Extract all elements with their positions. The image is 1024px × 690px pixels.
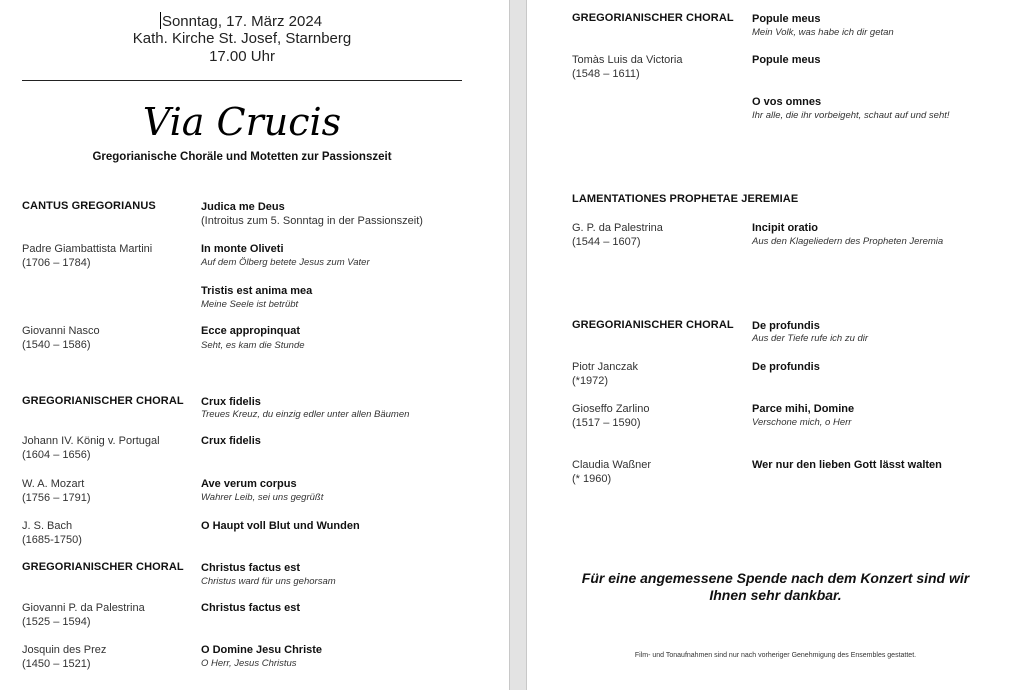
piece-note: (Introitus zum 5. Sonntag in der Passionszeit) [201,215,423,227]
header-rule [22,80,462,81]
piece-title: Popule meus [752,54,821,66]
program-title: Via Crucis [142,100,342,144]
composer-name: Josquin des Prez [22,644,107,656]
piece-translation: Christus ward für uns gehorsam [201,576,336,587]
composer-name: Giovanni Nasco [22,325,100,337]
composer-dates: (1517 – 1590) [572,417,641,429]
piece-translation: Mein Volk, was habe ich dir getan [752,27,894,38]
piece-title: Ecce appropinquat [201,325,301,337]
piece-title: Popule meus [752,13,821,25]
donation-note-line1: Für eine angemessene Spende nach dem Konzert sind wir [581,570,970,586]
piece-title: De profundis [752,320,820,332]
piece-title: Judica me Deus [201,201,285,213]
section-heading: LAMENTATIONES PROPHETAE JEREMIAE [572,193,799,205]
page-gap [509,0,527,690]
composer-dates: (1540 – 1586) [22,339,91,351]
composer-dates: (1450 – 1521) [22,658,91,670]
composer-name: J. S. Bach [22,520,73,532]
section-heading: GREGORIANISCHER CHORAL [22,561,184,573]
concert-date: Sonntag, 17. März 2024 [161,13,323,30]
composer-name: Tomàs Luis da Victoria [572,54,683,66]
recording-notice: Film- und Tonaufnahmen sind nur nach vorheriger Genehmigung des Ensembles gestattet. [634,652,917,659]
composer-dates: (1544 – 1607) [572,236,641,248]
piece-translation: Seht, es kam die Stunde [201,340,305,351]
piece-translation: Meine Seele ist betrübt [201,299,299,310]
composer-dates: (1706 – 1784) [22,257,91,269]
composer-dates: (* 1960) [572,473,612,485]
donation-note [527,570,1024,604]
composer-name: Johann IV. König v. Portugal [22,435,160,447]
piece-title: Parce mihi, Domine [752,403,855,415]
composer-name: G. P. da Palestrina [572,222,663,234]
piece-title: Crux fidelis [201,435,261,447]
composer-name: Piotr Janczak [572,361,639,373]
section-heading: CANTUS GREGORIANUS [22,200,156,212]
piece-title: Wer nur den lieben Gott lässt walten [752,459,942,471]
piece-translation: Verschone mich, o Herr [752,417,852,428]
program-subtitle: Gregorianische Choräle und Motetten zur Passionszeit [92,151,392,163]
piece-title: O Haupt voll Blut und Wunden [201,520,360,532]
composer-dates: (*1972) [572,375,609,387]
piece-title: O Domine Jesu Christe [201,644,323,656]
concert-time: 17.00 Uhr [209,48,275,65]
composer-dates: (1756 – 1791) [22,492,91,504]
piece-translation: Ihr alle, die ihr vorbeigeht, schaut auf und seht! [752,110,950,121]
section-heading: GREGORIANISCHER CHORAL [22,395,184,407]
piece-title: Christus factus est [201,602,301,614]
piece-title: Christus factus est [201,562,301,574]
composer-name: Giovanni P. da Palestrina [22,602,145,614]
composer-dates: (1685-1750) [22,534,82,546]
donation-note-line2: Ihnen sehr dankbar. [709,587,842,603]
section-heading: GREGORIANISCHER CHORAL [572,12,734,24]
composer-name: Padre Giambattista Martini [22,243,153,255]
piece-title: Ave verum corpus [201,478,297,490]
section-heading: GREGORIANISCHER CHORAL [572,319,734,331]
page-right [527,0,1024,690]
composer-dates: (1548 – 1611) [572,68,640,80]
composer-name: W. A. Mozart [22,478,85,490]
page-left [0,0,509,690]
piece-translation: Treues Kreuz, du einzig edler unter allen Bäumen [201,409,410,420]
piece-title: Crux fidelis [201,396,261,408]
composer-dates: (1525 – 1594) [22,616,91,628]
composer-name: Claudia Waßner [572,459,652,471]
piece-translation: Wahrer Leib, sei uns gegrüßt [201,492,324,503]
piece-title: De profundis [752,361,820,373]
composer-name: Gioseffo Zarlino [572,403,650,415]
piece-translation: Auf dem Ölberg betete Jesus zum Vater [201,257,370,268]
piece-translation: O Herr, Jesus Christus [201,658,297,669]
piece-title: Incipit oratio [752,222,818,234]
concert-venue: Kath. Kirche St. Josef, Starnberg [132,30,352,47]
composer-dates: (1604 – 1656) [22,449,91,461]
piece-translation: Aus der Tiefe rufe ich zu dir [752,333,869,344]
piece-title: In monte Oliveti [201,243,284,255]
piece-title: O vos omnes [752,96,822,108]
piece-title: Tristis est anima mea [201,285,313,297]
piece-translation: Aus den Klageliedern des Propheten Jeremia [752,236,944,247]
